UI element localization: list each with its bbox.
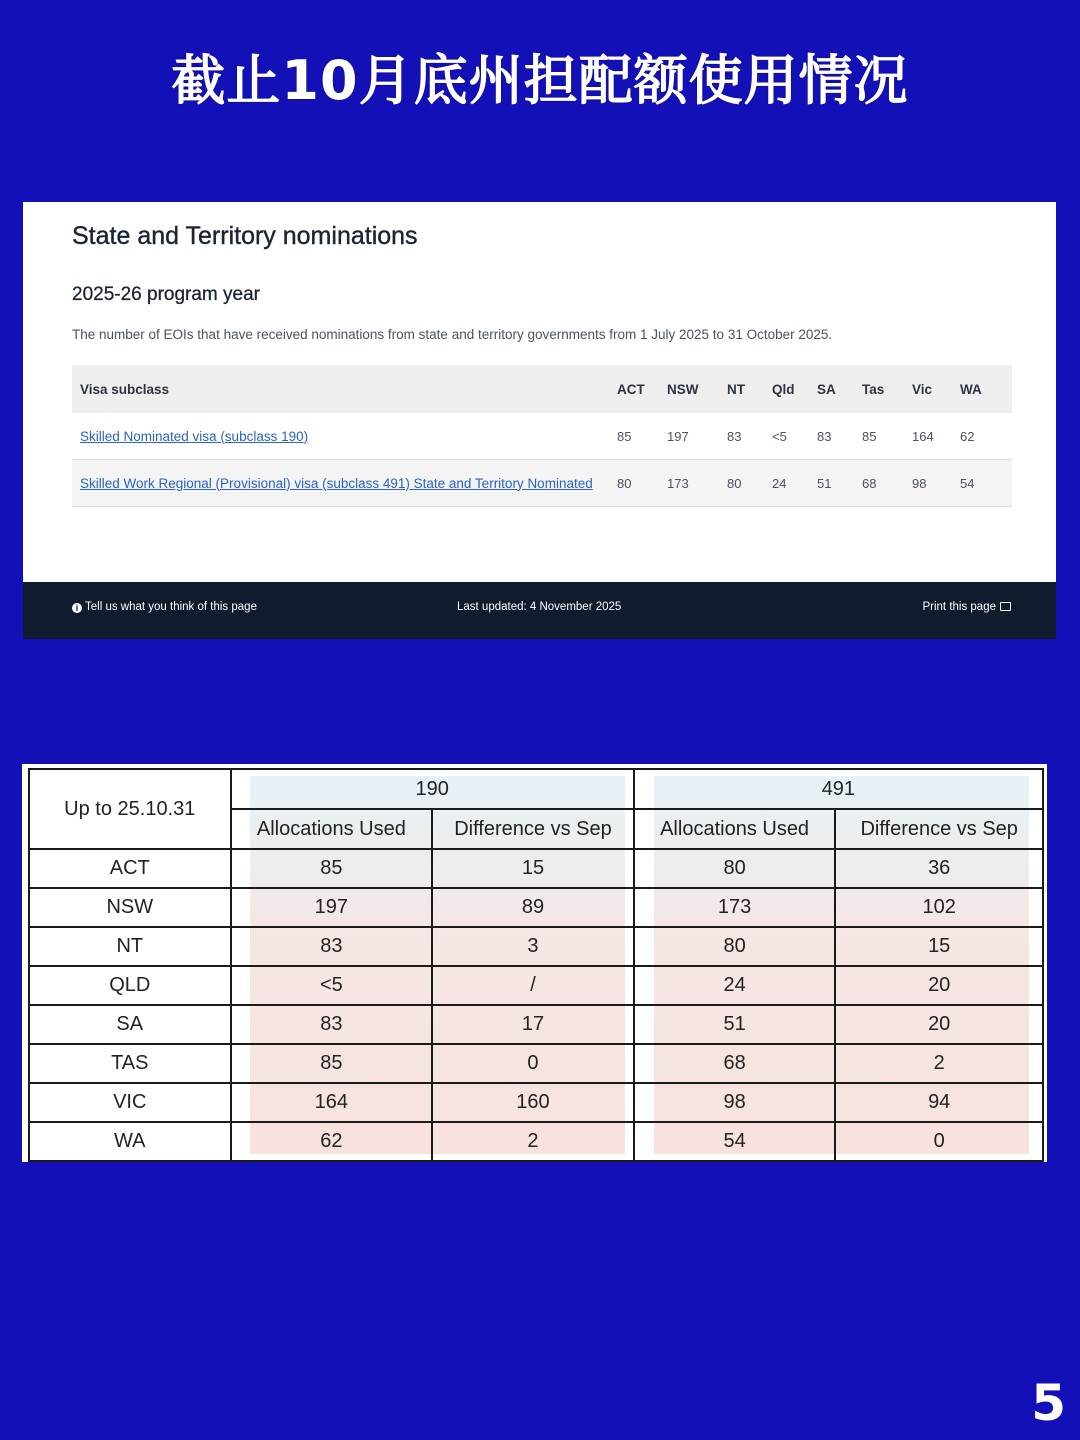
table-cell: 164 [231, 1083, 433, 1122]
state-label: SA [29, 1005, 231, 1044]
printer-icon [1000, 602, 1011, 611]
state-label: VIC [29, 1083, 231, 1122]
state-label: WA [29, 1122, 231, 1161]
column-header: Vic [912, 365, 960, 413]
table-row [29, 1083, 1043, 1122]
table-cell: 20 [835, 1005, 1043, 1044]
subclass-190-link[interactable]: Skilled Nominated visa (subclass 190) [80, 428, 309, 444]
column-header: NT [727, 365, 772, 413]
comparison-table [28, 768, 1044, 1162]
column-header: Qld [772, 365, 817, 413]
date-label: Up to 25.10.31 [29, 769, 231, 849]
state-label: ACT [29, 849, 231, 888]
table-cell: 17 [432, 1005, 634, 1044]
state-label: QLD [29, 966, 231, 1005]
table-row [29, 966, 1043, 1005]
table-row [29, 1005, 1043, 1044]
table-header-row [72, 365, 1012, 413]
table-cell: 62 [960, 413, 1012, 460]
nominations-heading: State and Territory nominations [72, 222, 418, 250]
table-cell: 51 [817, 460, 862, 507]
table-cell: 164 [912, 413, 960, 460]
table-cell: 98 [634, 1083, 836, 1122]
table-cell: 98 [912, 460, 960, 507]
table-cell: 80 [634, 927, 836, 966]
table-cell: 54 [960, 460, 1012, 507]
nominations-table [72, 365, 1012, 507]
table-cell: 173 [667, 460, 727, 507]
table-cell: 173 [634, 888, 836, 927]
table-row [72, 460, 1012, 507]
table-cell: 160 [432, 1083, 634, 1122]
page-number: 5 [1031, 1374, 1066, 1432]
table-cell: 83 [817, 413, 862, 460]
subclass-491-link[interactable]: Skilled Work Regional (Provisional) visa (subclass 491) State and Territory Nominated [80, 475, 593, 491]
table-cell: 94 [835, 1083, 1043, 1122]
info-icon: i [72, 603, 82, 613]
table-cell: / [432, 966, 634, 1005]
table-cell: 89 [432, 888, 634, 927]
table-cell: 0 [835, 1122, 1043, 1161]
table-cell: 83 [231, 927, 433, 966]
table-cell: 62 [231, 1122, 433, 1161]
nominations-screenshot [23, 202, 1056, 639]
feedback-link[interactable] [72, 601, 257, 613]
group-header-491: 491 [634, 769, 1043, 809]
column-header: Allocations Used [231, 809, 433, 849]
table-cell: 85 [862, 413, 912, 460]
table-cell: 80 [727, 460, 772, 507]
table-cell: 0 [432, 1044, 634, 1083]
column-header: Tas [862, 365, 912, 413]
table-cell: 3 [432, 927, 634, 966]
column-header: Allocations Used [634, 809, 836, 849]
print-label: Print this page [922, 601, 996, 613]
table-cell: 83 [727, 413, 772, 460]
table-cell: 54 [634, 1122, 836, 1161]
print-button[interactable] [922, 601, 1011, 613]
table-cell: 51 [634, 1005, 836, 1044]
table-cell: 68 [634, 1044, 836, 1083]
nominations-description: The number of EOIs that have received nominations from state and territory governments from 1 July 2025 to 31 October 2025. [72, 327, 833, 342]
table-cell: 197 [667, 413, 727, 460]
table-cell: 80 [617, 460, 667, 507]
table-cell: 80 [634, 849, 836, 888]
table-cell: <5 [772, 413, 817, 460]
feedback-label: Tell us what you think of this page [85, 601, 257, 613]
table-cell: 197 [231, 888, 433, 927]
column-header: ACT [617, 365, 667, 413]
table-row [29, 849, 1043, 888]
table-row [72, 413, 1012, 460]
group-header-row [29, 769, 1043, 809]
column-header: Difference vs Sep [432, 809, 634, 849]
state-label: NT [29, 927, 231, 966]
comparison-table-panel [22, 764, 1047, 1162]
table-cell: 2 [835, 1044, 1043, 1083]
program-year-heading: 2025-26 program year [72, 284, 260, 305]
table-cell: 85 [231, 1044, 433, 1083]
column-header: NSW [667, 365, 727, 413]
state-label: NSW [29, 888, 231, 927]
last-updated: Last updated: 4 November 2025 [457, 601, 622, 613]
column-header: SA [817, 365, 862, 413]
table-cell: 85 [617, 413, 667, 460]
table-cell: 20 [835, 966, 1043, 1005]
table-cell: 15 [432, 849, 634, 888]
table-cell: 68 [862, 460, 912, 507]
table-cell: <5 [231, 966, 433, 1005]
table-row [29, 1122, 1043, 1161]
page-title: 截止10月底州担配额使用情况 [171, 49, 909, 112]
table-cell: 102 [835, 888, 1043, 927]
page-footer [23, 582, 1056, 639]
table-cell: 36 [835, 849, 1043, 888]
table-row [29, 1044, 1043, 1083]
table-cell: 2 [432, 1122, 634, 1161]
table-cell: 24 [634, 966, 836, 1005]
state-label: TAS [29, 1044, 231, 1083]
table-cell: 15 [835, 927, 1043, 966]
table-row [29, 888, 1043, 927]
column-header: Difference vs Sep [835, 809, 1043, 849]
column-header: WA [960, 365, 1012, 413]
table-cell: 85 [231, 849, 433, 888]
table-cell: 24 [772, 460, 817, 507]
group-header-190: 190 [231, 769, 634, 809]
table-cell: 83 [231, 1005, 433, 1044]
column-header: Visa subclass [72, 365, 617, 413]
table-row [29, 927, 1043, 966]
